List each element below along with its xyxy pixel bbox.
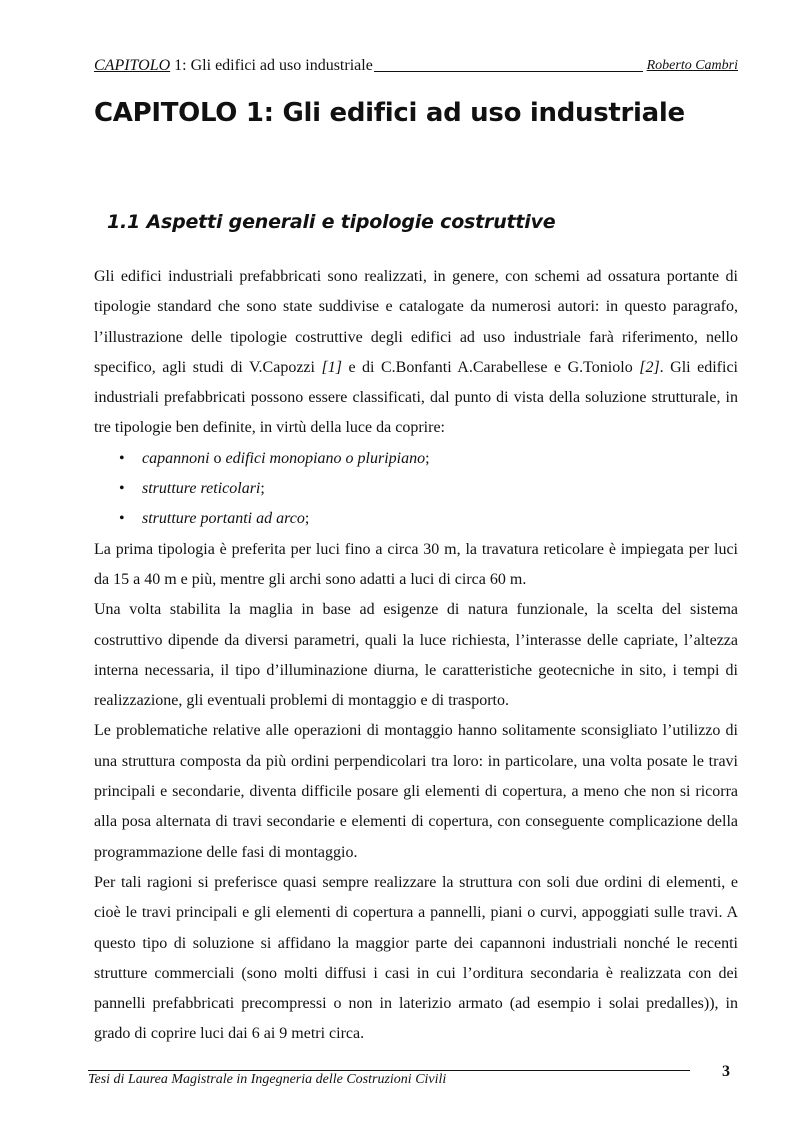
header-chapter-label: CAPITOLO bbox=[94, 57, 171, 74]
list-item-arco: strutture portanti ad arco bbox=[142, 510, 305, 528]
running-header bbox=[94, 53, 738, 75]
list-item-end: ; bbox=[304, 510, 310, 528]
list-item-end: ; bbox=[260, 480, 265, 498]
reference-1: [1] bbox=[321, 358, 342, 376]
paragraph-intro-part-b: e di C.Bonfanti A.Carabellese e G.Toniolo bbox=[341, 358, 640, 376]
list-item bbox=[94, 504, 738, 534]
bullet-icon: • bbox=[119, 510, 125, 528]
body-text bbox=[94, 262, 738, 1050]
typology-list bbox=[94, 444, 738, 535]
chapter-title: CAPITOLO 1: Gli edifici ad uso industriale bbox=[94, 98, 685, 128]
list-item bbox=[94, 474, 738, 504]
page-number: 3 bbox=[722, 1063, 730, 1080]
header-chapter bbox=[94, 57, 373, 75]
paragraph-construction-parameters: Una volta stabilita la maglia in base ad esigenze di natura funzionale, la scelta del sistema costruttivo dipende da diversi parametri, quali la luce richiesta, l’interasse delle capriate, l’altezza interna necessaria, il tipo d’illuminazione diurna, le caratteristiche geotecniche in sito, i tempi di realizzazione, gli eventuali problemi di montaggio e di trasporto. bbox=[94, 601, 738, 710]
bullet-icon: • bbox=[119, 449, 125, 467]
list-item-capannoni: capannoni bbox=[142, 449, 210, 467]
paragraph-intro-part-c: . Gli edifici industriali prefabbricati possono essere classificati, dal punto di vista della soluzione strutturale, in tre tipologie ben definite, in virtù della luce da coprire: bbox=[94, 358, 739, 437]
bullet-icon: • bbox=[119, 480, 125, 498]
list-item-separator: o bbox=[209, 449, 226, 467]
list-item-edifici: edifici monopiano o pluripiano bbox=[225, 449, 426, 467]
paragraph-intro-part-a: Gli edifici industriali prefabbricati sono realizzati, in genere, con schemi ad ossatura portante di tipologie standard che sono state suddivise e catalogate da numerosi autori: in questo paragrafo, l’illustrazione delle tipologie costruttive degli edifici ad uso industriale farà riferimento, nello specifico, agli studi di V.Capozzi bbox=[94, 268, 738, 376]
paragraph-two-orders: Per tali ragioni si preferisce quasi sempre realizzare la struttura con soli due ordini di elementi, e cioè le travi principali e gli elementi di copertura a pannelli, piani o curvi, appoggiati sulle travi. A questo tipo di soluzione si affidano la maggior parte dei capannoni industriali nonché le recenti strutture commerciali (sono molti diffusi i casi in cui l’orditura secondaria è realizzata con dei pannelli prefabbricati precompressi o non in laterizio armato (ad esempio i solai predalles)), in grado di coprire luci dai 6 ai 9 metri circa. bbox=[94, 873, 738, 1043]
running-footer bbox=[88, 1063, 738, 1103]
section-title: 1.1 Aspetti generali e tipologie costruttive bbox=[107, 211, 556, 233]
paragraph-span-ranges: La prima tipologia è preferita per luci fino a circa 30 m, la travatura reticolare è impiegata per luci da 15 a 40 m e più, mentre gli archi sono adatti a luci di circa 60 m. bbox=[94, 540, 738, 588]
list-item-end: ; bbox=[425, 449, 430, 467]
header-chapter-rest: 1: Gli edifici ad uso industriale bbox=[170, 57, 373, 74]
reference-2: [2] bbox=[639, 358, 660, 376]
list-item bbox=[94, 444, 738, 474]
footer-rule bbox=[88, 1070, 690, 1071]
footer-thesis-title: Tesi di Laurea Magistrale in Ingegneria delle Costruzioni Civili bbox=[88, 1072, 447, 1087]
header-rule bbox=[374, 71, 643, 72]
paragraph-intro bbox=[94, 262, 738, 444]
paragraph-assembly-issues: Le problematiche relative alle operazioni di montaggio hanno solitamente sconsigliato l’utilizzo di una struttura composta da più ordini perpendicolari tra loro: in particolare, una volta posate le travi principali e secondarie, diventa difficile posare gli elementi di copertura, a meno che non si ricorra alla posa alternata di travi secondarie e elementi di copertura, con conseguente complicazione della programmazione delle fasi di montaggio. bbox=[94, 722, 738, 861]
list-item-reticolari: strutture reticolari bbox=[142, 480, 261, 498]
header-author: Roberto Cambri bbox=[646, 58, 738, 73]
